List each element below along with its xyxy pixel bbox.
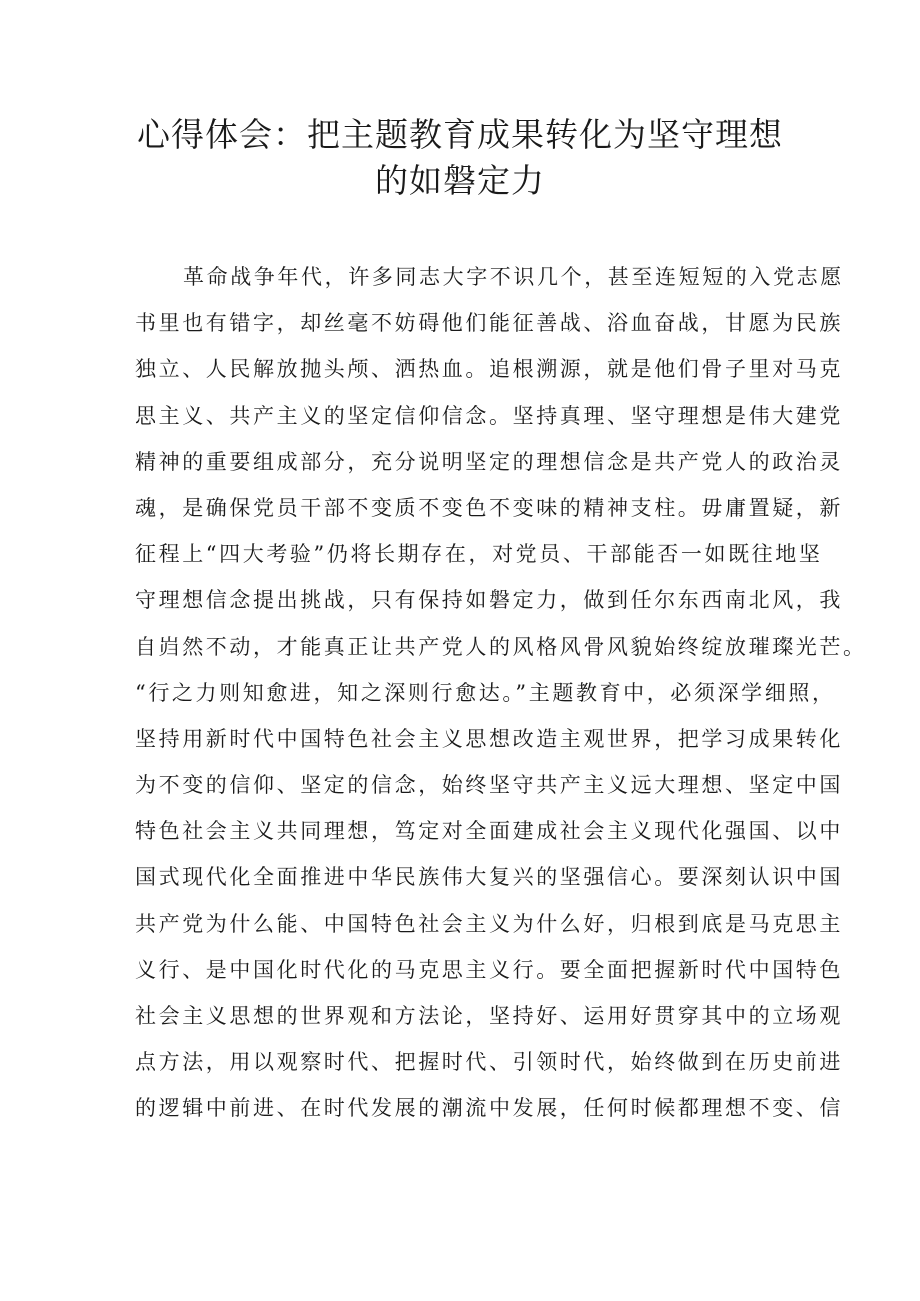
body-line: 的逻辑中前进、在时代发展的潮流中发展，任何时候都理想不变、信 [135, 1096, 843, 1121]
body-line: 思主义、共产主义的坚定信仰信念。坚持真理、坚守理想是伟大建党 [135, 403, 843, 428]
body-line: 社会主义思想的世界观和方法论，坚持好、运用好贯穿其中的立场观 [135, 1004, 843, 1028]
body-line: 国式现代化全面推进中华民族伟大复兴的坚强信心。要深刻认识中国 [135, 865, 843, 890]
body-line: 为不变的信仰、坚定的信念，始终坚守共产主义远大理想、坚定中国 [135, 773, 843, 798]
body-line: 特色社会主义共同理想，笃定对全面建成社会主义现代化强国、以中 [135, 819, 843, 844]
body-line: 守理想信念提出挑战，只有保持如磐定力，做到任尔东西南北风，我 [135, 588, 843, 613]
body-line: 坚持用新时代中国特色社会主义思想改造主观世界，把学习成果转化 [135, 726, 843, 751]
body-line: 书里也有错字，却丝毫不妨碍他们能征善战、浴血奋战，甘愿为民族 [135, 311, 843, 336]
body-line: 共产党为什么能、中国特色社会主义为什么好，归根到底是马克思主 [135, 911, 843, 936]
body-line: 革命战争年代，许多同志大字不识几个，甚至连短短的入党志愿 [183, 265, 844, 289]
body-line: 魂，是确保党员干部不变质不变色不变味的精神支柱。毋庸置疑，新 [135, 495, 843, 520]
body-line: 义行、是中国化时代化的马克思主义行。要全面把握新时代中国特色 [135, 957, 843, 982]
document-body [135, 254, 867, 1132]
body-line: “行之力则知愈进，知之深则行愈达。”主题教育中，必须深学细照， [135, 680, 836, 705]
document-title [100, 112, 820, 204]
body-line: 自岿然不动，才能真正让共产党人的风格风骨风貌始终绽放璀璨光芒。 [135, 634, 867, 659]
title-line: 心得体会：把主题教育成果转化为坚守理想 [137, 115, 783, 154]
body-line: 精神的重要组成部分，充分说明坚定的理想信念是共产党人的政治灵 [135, 449, 843, 474]
title-line: 的如磐定力 [375, 161, 545, 200]
body-line: 独立、人民解放抛头颅、洒热血。追根溯源，就是他们骨子里对马克 [135, 357, 843, 382]
body-line: 点方法，用以观察时代、把握时代、引领时代，始终做到在历史前进 [135, 1050, 843, 1075]
body-line: 征程上“四大考验”仍将长期存在，对党员、干部能否一如既往地坚 [135, 542, 823, 567]
